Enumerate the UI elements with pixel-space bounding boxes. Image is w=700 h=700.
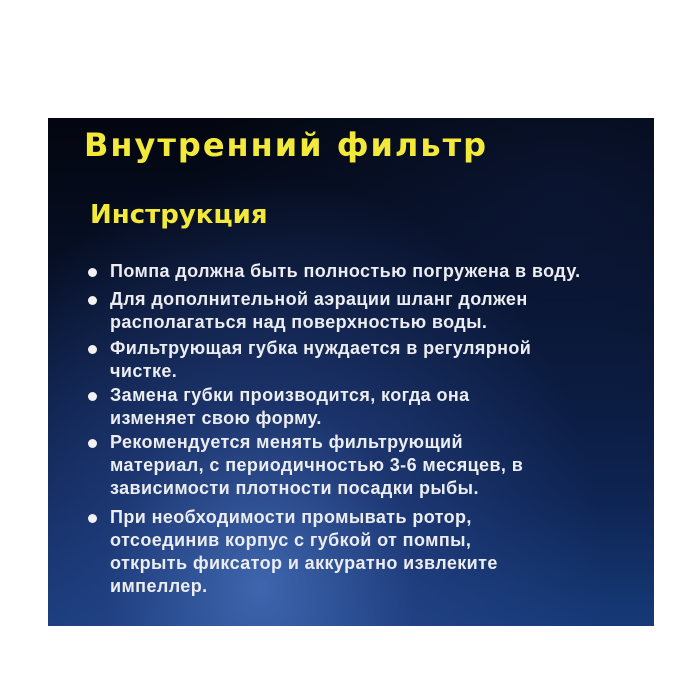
list-item [88, 260, 648, 283]
item-text: Для дополнительной аэрации шланг должен [110, 289, 528, 309]
card-subtitle: Инструкция [90, 200, 268, 230]
item-text: располагаться над поверхностью воды. [110, 312, 488, 332]
bullet-icon [88, 392, 97, 401]
item-text: Замена губки производится, когда она [110, 385, 470, 405]
bullet-icon [88, 514, 97, 523]
item-text: Рекомендуется менять фильтрующий [110, 432, 463, 452]
bullet-icon [88, 268, 97, 277]
item-text: импеллер. [110, 576, 208, 596]
item-text: материал, с периодичностью 3-6 месяцев, в [110, 455, 524, 475]
list-item [88, 506, 648, 598]
list-item [88, 288, 648, 334]
item-text: Помпа должна быть полностью погружена в воду. [110, 261, 581, 281]
list-item [88, 384, 648, 430]
instruction-card [48, 118, 654, 626]
item-text: открыть фиксатор и аккуратно извлеките [110, 553, 498, 573]
bullet-icon [88, 345, 97, 354]
item-text: Фильтрующая губка нуждается в регулярной [110, 338, 532, 358]
bullet-icon [88, 296, 97, 305]
item-text: отсоединив корпус с губкой от помпы, [110, 530, 472, 550]
bullet-icon [88, 439, 97, 448]
list-item [88, 337, 648, 383]
list-item [88, 431, 648, 500]
item-text: чистке. [110, 361, 178, 381]
item-text: изменяет свою форму. [110, 408, 322, 428]
item-text: При необходимости промывать ротор, [110, 507, 472, 527]
item-text: зависимости плотности посадки рыбы. [110, 478, 479, 498]
card-title: Внутренний фильтр [84, 126, 489, 164]
